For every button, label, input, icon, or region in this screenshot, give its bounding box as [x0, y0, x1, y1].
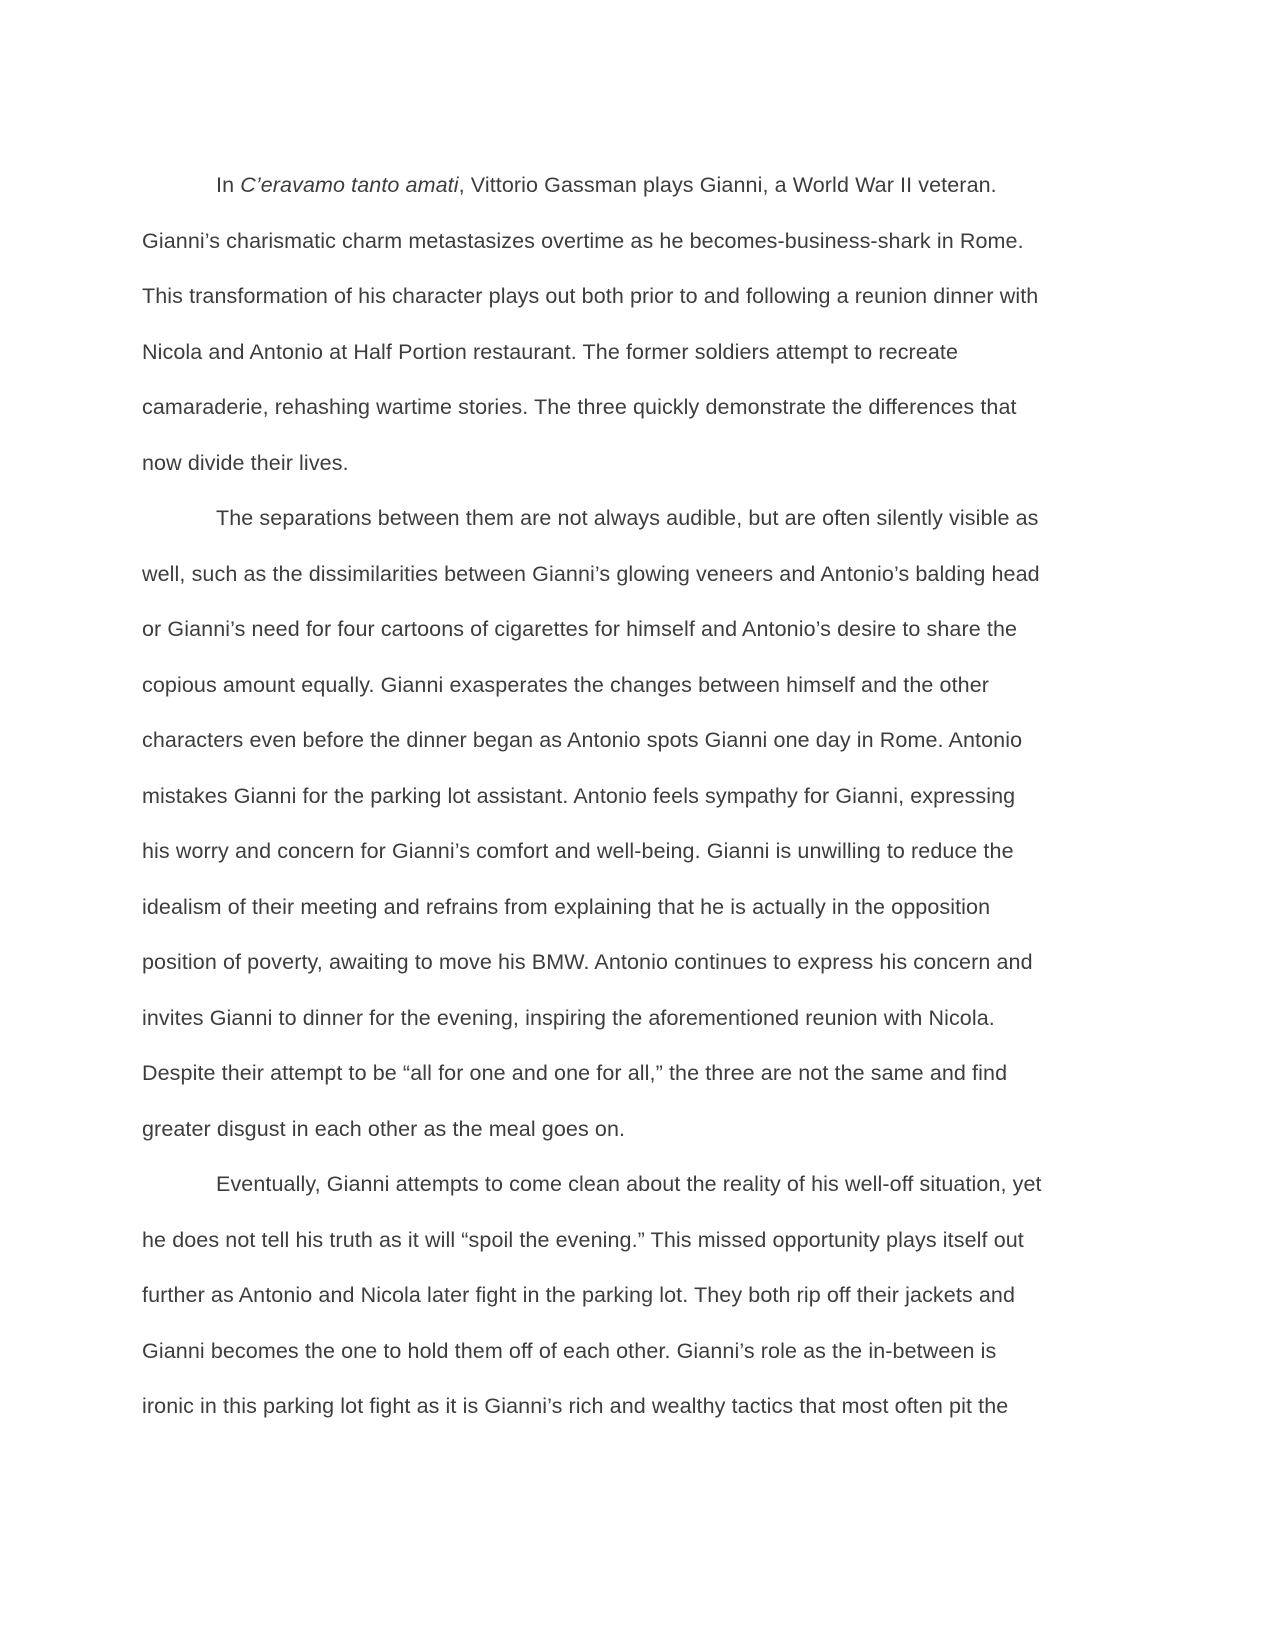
text-line: This transformation of his character plays out both prior to and following a reunion dinner with — [142, 284, 1039, 308]
text-line: well, such as the dissimilarities between Gianni’s glowing veneers and Antonio’s balding head — [142, 561, 1040, 586]
text-segment: , Vittorio Gassman plays Gianni, a World War II veteran. — [458, 173, 997, 197]
text-line: mistakes Gianni for the parking lot assistant. Antonio feels sympathy for Gianni, expressing — [142, 783, 1016, 808]
film-title-italic: C’eravamo tanto amati — [240, 173, 459, 197]
text-line: ironic in this parking lot fight as it is Gianni’s rich and wealthy tactics that most often pit the — [142, 1394, 1009, 1418]
text-segment: In — [216, 173, 241, 197]
text-line: greater disgust in each other as the meal goes on. — [142, 1116, 626, 1141]
text-line: Gianni becomes the one to hold them off of each other. Gianni’s role as the in-between is — [142, 1338, 997, 1363]
text-line — [142, 158, 1142, 214]
text-line: idealism of their meeting and refrains from explaining that he is actually in the opposition — [142, 894, 991, 919]
text-line: camaraderie, rehashing wartime stories. The three quickly demonstrate the differences that — [142, 395, 1017, 419]
text-line: Nicola and Antonio at Half Portion restaurant. The former soldiers attempt to recreate — [142, 339, 959, 364]
essay-body — [142, 158, 1142, 1435]
text-line: position of poverty, awaiting to move his BMW. Antonio continues to express his concern and — [142, 950, 1033, 974]
text-line: further as Antonio and Nicola later fight in the parking lot. They both rip off their jackets and — [142, 1283, 1015, 1307]
text-line: his worry and concern for Gianni’s comfort and well-being. Gianni is unwilling to reduce the — [142, 839, 1014, 863]
text-line: copious amount equally. Gianni exasperates the changes between himself and the other — [142, 672, 990, 697]
text-line: he does not tell his truth as it will “spoil the evening.” This missed opportunity plays itself out — [142, 1227, 1024, 1252]
text-line: The separations between them are not always audible, but are often silently visible as — [216, 506, 1039, 530]
text-line: characters even before the dinner began as Antonio spots Gianni one day in Rome. Antonio — [142, 728, 1023, 752]
text-line: or Gianni’s need for four cartoons of cigarettes for himself and Antonio’s desire to share the — [142, 617, 1018, 641]
text-line: Despite their attempt to be “all for one and one for all,” the three are not the same and find — [142, 1061, 1008, 1085]
text-line: Gianni’s charismatic charm metastasizes overtime as he becomes-business-shark in Rome. — [142, 228, 1024, 253]
text-line: now divide their lives. — [142, 450, 349, 475]
text-line: Eventually, Gianni attempts to come clean about the reality of his well-off situation, yet — [216, 1172, 1042, 1196]
text-line: invites Gianni to dinner for the evening, inspiring the aforementioned reunion with Nicola. — [142, 1005, 995, 1030]
